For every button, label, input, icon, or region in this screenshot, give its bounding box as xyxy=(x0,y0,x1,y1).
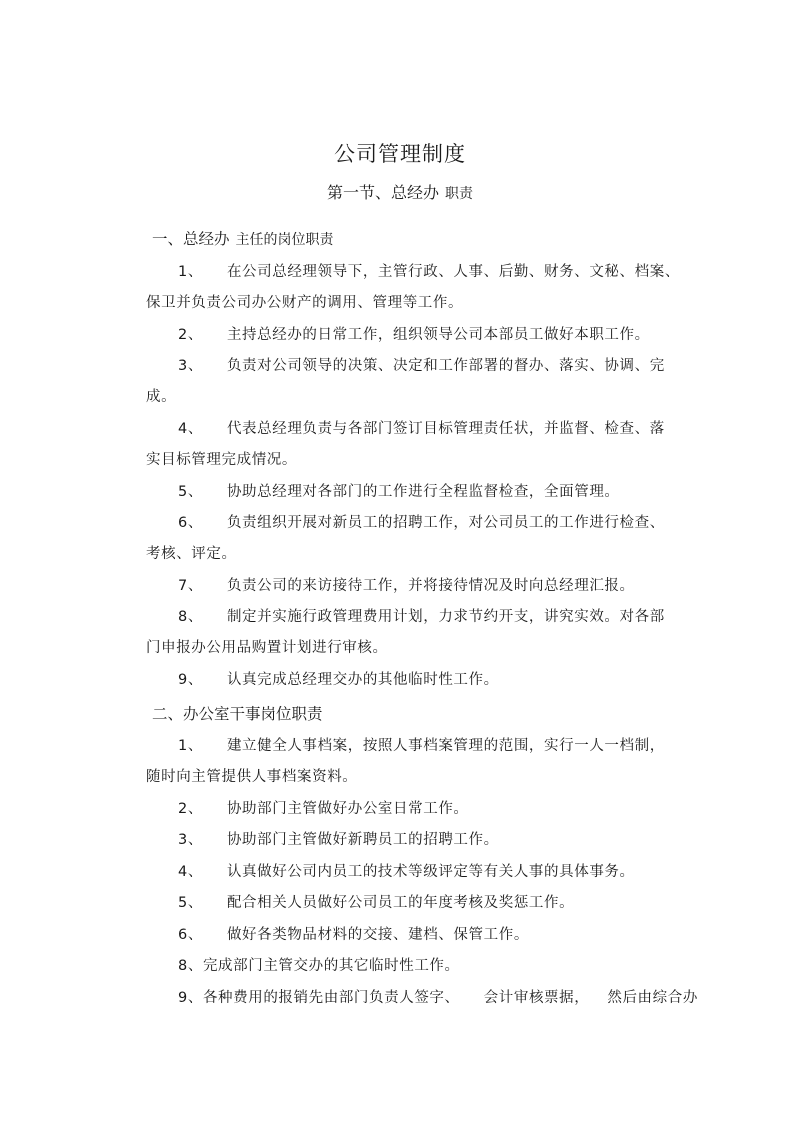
list-item-continuation: 随时向主管提供人事档案资料。 xyxy=(146,769,358,785)
item-text: 协助部门主管做好办公室日常工作。 xyxy=(226,801,469,817)
item-number: 2、 xyxy=(178,801,203,817)
item-text: 完成部门主管交办的其它临时性工作。 xyxy=(202,958,460,974)
list-item xyxy=(178,481,620,503)
item-number: 3、 xyxy=(178,358,203,374)
item-text: 然后由综合办 xyxy=(607,990,698,1006)
item-text: 协助总经理对各部门的工作进行全程监督检查，全面管理。 xyxy=(226,484,620,500)
list-item xyxy=(178,355,665,377)
item-text: 认真做好公司内员工的技术等级评定等有关人事的具体事务。 xyxy=(226,864,635,880)
item-text: 配合相关人员做好公司员工的年度考核及奖惩工作。 xyxy=(226,895,575,911)
item-number: 8、 xyxy=(178,609,203,625)
item-number: 9、 xyxy=(178,672,203,688)
item-number: 5、 xyxy=(178,484,203,500)
list-item-continuation: 考核、评定。 xyxy=(146,546,237,562)
list-item xyxy=(178,418,665,440)
item-number: 8、 xyxy=(178,958,203,974)
item-number: 5、 xyxy=(178,895,203,911)
list-item xyxy=(178,669,499,691)
list-item xyxy=(178,861,635,883)
list-item xyxy=(178,798,469,820)
item-number: 7、 xyxy=(178,578,203,594)
item-text: 制定并实施行政管理费用计划，力求节约开支，讲究实效。对各部 xyxy=(226,609,665,625)
item-text: 做好各类物品材料的交接、建档、保管工作。 xyxy=(226,927,529,943)
part1-heading-main: 一、总经办 xyxy=(152,230,230,248)
item-number: 2、 xyxy=(178,327,203,343)
item-number: 4、 xyxy=(178,421,203,437)
item-text: 各种费用的报销先由部门负责人签字、 xyxy=(202,990,460,1006)
list-item xyxy=(178,575,635,597)
item-number: 4、 xyxy=(178,864,203,880)
item-number: 6、 xyxy=(178,515,203,531)
item-text: 协助部门主管做好新聘员工的招聘工作。 xyxy=(226,832,499,848)
section-title-main: 第一节、总经办 xyxy=(326,183,439,202)
list-item-continuation: 实目标管理完成情况。 xyxy=(146,452,297,468)
section-title-suffix: 职责 xyxy=(445,186,473,202)
item-text: 认真完成总经理交办的其他临时性工作。 xyxy=(226,672,499,688)
item-text: 在公司总经理领导下，主管行政、人事、后勤、财务、文秘、档案、 xyxy=(226,264,680,280)
list-item xyxy=(178,892,574,914)
list-item xyxy=(178,324,650,346)
list-item-continuation: 门申报办公用品购置计划进行审核。 xyxy=(146,640,388,656)
list-item-continuation: 保卫并负责公司办公财产的调用、管理等工作。 xyxy=(146,295,464,311)
list-item xyxy=(178,512,665,534)
item-text: 建立健全人事档案，按照人事档案管理的范围，实行一人一档制， xyxy=(226,738,665,754)
part1-heading xyxy=(152,227,334,252)
item-text: 负责公司的来访接待工作，并将接待情况及时向总经理汇报。 xyxy=(226,578,635,594)
list-item xyxy=(178,735,665,757)
item-number: 9、 xyxy=(178,990,203,1006)
list-item-continuation: 成。 xyxy=(146,389,177,405)
item-number: 6、 xyxy=(178,927,203,943)
list-item xyxy=(178,829,499,851)
list-item xyxy=(178,955,460,977)
item-text: 主持总经办的日常工作，组织领导公司本部员工做好本职工作。 xyxy=(226,327,650,343)
document-title: 公司管理制度 xyxy=(334,142,466,166)
item-text: 负责对公司领导的决策、决定和工作部署的督办、落实、协调、完 xyxy=(226,358,665,374)
list-item xyxy=(178,261,680,283)
item-text: 代表总经理负责与各部门签订目标管理责任状，并监督、检查、落 xyxy=(226,421,665,437)
list-item xyxy=(178,924,529,946)
item-text: 会计审核票据， xyxy=(483,990,590,1006)
item-number: 1、 xyxy=(178,738,203,754)
list-item xyxy=(178,606,665,628)
part2-heading: 二、办公室干事岗位职责 xyxy=(152,705,323,723)
item-text: 负责组织开展对新员工的招聘工作，对公司员工的工作进行检查、 xyxy=(226,515,665,531)
part1-heading-suffix: 主任的岗位职责 xyxy=(235,232,334,248)
section-title xyxy=(0,181,800,206)
item-number: 1、 xyxy=(178,264,203,280)
list-item xyxy=(178,987,698,1009)
item-number: 3、 xyxy=(178,832,203,848)
